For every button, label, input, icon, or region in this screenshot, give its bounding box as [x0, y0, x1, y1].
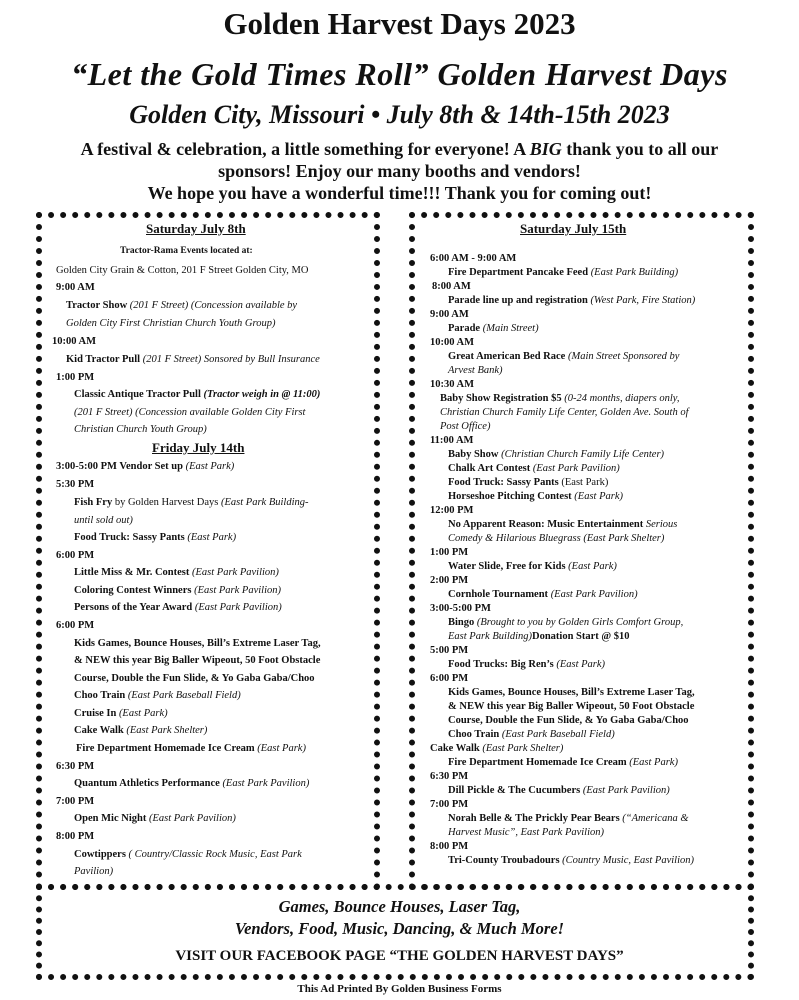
norah-belle-event: Norah Belle & The Prickly Pear Bears (“Americana & — [448, 813, 689, 824]
dill-pickle-event: Dill Pickle & The Cucumbers (East Park Pavilion) — [448, 785, 670, 796]
tri-county-event: Tri-County Troubadours (Country Music, East Pavilion) — [448, 855, 694, 866]
friday-july-14-heading: Friday July 14th — [152, 440, 245, 455]
time-label: 6:00 PM — [56, 550, 95, 561]
classic-tractor-note: (201 F Street) (Concession available Golden City First — [74, 407, 306, 418]
water-slide-event: Water Slide, Free for Kids (East Park) — [448, 561, 617, 572]
kids-games-event: & NEW this year Big Baller Wipeout, 50 Foot Obstacle — [448, 701, 695, 712]
saturday-july-15-heading: Saturday July 15th — [520, 221, 627, 236]
time-label: 5:00 PM — [430, 645, 469, 656]
kids-games-event: & NEW this year Big Baller Wipeout, 50 Foot Obstacle — [74, 655, 321, 666]
highlights-line-2: Vendors, Food, Music, Dancing, & Much More! — [234, 919, 565, 938]
food-trucks-event: Food Trucks: Big Ren’s (East Park) — [448, 659, 606, 670]
kids-games-event: Choo Train (East Park Baseball Field) — [74, 690, 241, 701]
ice-cream-event: Fire Department Homemade Ice Cream (East Park) — [76, 743, 306, 754]
baby-registration-note: Christian Church Family Life Center, Golden Ave. South of — [440, 407, 689, 418]
intro-text — [20, 138, 779, 204]
time-label: 8:00 PM — [56, 831, 95, 842]
parade-event: Parade (Main Street) — [448, 323, 539, 334]
tractor-show-event: Tractor Show (201 F Street) (Concession available by — [66, 300, 298, 311]
time-label: 10:00 AM — [430, 337, 475, 348]
classic-tractor-note: Christian Church Youth Group) — [74, 424, 207, 435]
time-label: 11:00 AM — [430, 435, 474, 446]
time-label: 2:00 PM — [430, 575, 469, 586]
little-miss-event: Little Miss & Mr. Contest (East Park Pavilion) — [74, 567, 279, 578]
grain-address: Golden City Grain & Cotton, 201 F Street Golden City, MO — [56, 265, 309, 276]
cake-walk-event: Cake Walk (East Park Shelter) — [430, 743, 564, 754]
parade-lineup-event: Parade line up and registration (West Park, Fire Station) — [448, 295, 696, 306]
slogan: “Let the Gold Times Roll” Golden Harvest Days — [71, 56, 728, 92]
time-label: 8:00 AM — [432, 281, 471, 292]
baby-registration-event: Baby Show Registration $5 (0-24 months, diapers only, — [440, 393, 680, 404]
printer-credit: This Ad Printed By Golden Business Forms — [297, 983, 502, 995]
coloring-contest-event: Coloring Contest Winners (East Park Pavilion) — [74, 585, 281, 596]
bed-race-note: Arvest Bank) — [448, 365, 503, 376]
cowtippers-event: Cowtippers ( Country/Classic Rock Music, East Park — [74, 849, 302, 860]
kids-games-event: Kids Games, Bounce Houses, Bill’s Extreme Laser Tag, — [448, 687, 695, 698]
time-label: 10:30 AM — [430, 379, 475, 390]
cowtippers-note: Pavilion) — [74, 866, 114, 877]
time-label: 8:00 PM — [430, 841, 469, 852]
bingo-note: East Park Building)Donation Start @ $10 — [448, 631, 630, 642]
tractor-show-note: Golden City First Christian Church Youth Group) — [66, 318, 276, 329]
right-schedule — [424, 222, 746, 882]
intro-line-1: A festival & celebration, a little something for everyone! A BIG thank you to all our — [80, 139, 719, 159]
norah-belle-note: Harvest Music”, East Park Pavilion) — [448, 827, 605, 838]
ice-cream-event: Fire Department Homemade Ice Cream (East Park) — [448, 757, 678, 768]
food-truck-event: Food Truck: Sassy Pants (East Park) — [448, 477, 609, 488]
highlights-text — [0, 896, 799, 940]
baby-registration-note: Post Office) — [440, 421, 491, 432]
kids-games-event: Kids Games, Bounce Houses, Bill’s Extreme Laser Tag, — [74, 638, 321, 649]
time-label: 9:00 AM — [430, 309, 469, 320]
time-label: 5:30 PM — [56, 479, 95, 490]
fish-fry-note: until sold out) — [74, 515, 133, 526]
kid-tractor-pull-event: Kid Tractor Pull (201 F Street) Sonsored by Bull Insurance — [66, 354, 320, 365]
classic-tractor-pull-event: Classic Antique Tractor Pull (Tractor weigh in @ 11:00) — [74, 389, 321, 400]
music-entertainment-note: Comedy & Hilarious Bluegrass (East Park Shelter) — [448, 533, 665, 544]
pancake-feed-event: Fire Department Pancake Feed (East Park Building) — [448, 267, 679, 278]
food-truck-event: Food Truck: Sassy Pants (East Park) — [74, 532, 237, 543]
cake-walk-event: Cake Walk (East Park Shelter) — [74, 725, 208, 736]
quantum-athletics-event: Quantum Athletics Performance (East Park Pavilion) — [74, 778, 310, 789]
vendor-setup-event: 3:00-5:00 PM Vendor Set up (East Park) — [56, 461, 235, 472]
highlights-line-1: Games, Bounce Houses, Laser Tag, — [278, 897, 521, 916]
bingo-event: Bingo (Brought to you by Golden Girls Comfort Group, — [448, 617, 684, 628]
time-label: 6:30 PM — [56, 761, 95, 772]
time-label: 10:00 AM — [52, 336, 97, 347]
kids-games-event: Course, Double the Fun Slide, & Yo Gaba Gaba/Choo — [74, 673, 315, 684]
time-label: 7:00 PM — [56, 796, 95, 807]
tractor-rama-label: Tractor-Rama Events located at: — [120, 246, 253, 256]
intro-line-2: sponsors! Enjoy our many booths and vendors! — [218, 161, 581, 181]
music-entertainment-event: No Apparent Reason: Music Entertainment Serious — [448, 519, 678, 530]
time-label: 9:00 AM — [56, 282, 95, 293]
saturday-july-8-heading: Saturday July 8th — [146, 221, 246, 236]
location-dates: Golden City, Missouri • July 8th & 14th-15th 2023 — [129, 100, 670, 129]
kids-games-event: Choo Train (East Park Baseball Field) — [448, 729, 615, 740]
open-mic-event: Open Mic Night (East Park Pavilion) — [74, 813, 236, 824]
left-schedule — [50, 222, 372, 882]
persons-of-year-event: Persons of the Year Award (East Park Pavilion) — [74, 602, 282, 613]
time-label: 3:00-5:00 PM — [430, 603, 491, 614]
baby-show-event: Baby Show (Christian Church Family Life Center) — [448, 449, 665, 460]
cruise-in-event: Cruise In (East Park) — [74, 708, 168, 719]
time-label: 6:00 AM - 9:00 AM — [430, 253, 517, 264]
chalk-art-event: Chalk Art Contest (East Park Pavilion) — [448, 463, 620, 474]
time-label: 1:00 PM — [56, 372, 95, 383]
time-label: 6:00 PM — [56, 620, 95, 631]
bed-race-event: Great American Bed Race (Main Street Sponsored by — [448, 351, 680, 362]
kids-games-event: Course, Double the Fun Slide, & Yo Gaba Gaba/Choo — [448, 715, 689, 726]
facebook-callout: VISIT OUR FACEBOOK PAGE “THE GOLDEN HARVEST DAYS” — [175, 948, 624, 964]
horseshoe-event: Horseshoe Pitching Contest (East Park) — [448, 491, 623, 502]
cornhole-event: Cornhole Tournament (East Park Pavilion) — [448, 589, 638, 600]
time-label: 6:30 PM — [430, 771, 469, 782]
time-label: 7:00 PM — [430, 799, 469, 810]
time-label: 12:00 PM — [430, 505, 474, 516]
time-label: 1:00 PM — [430, 547, 469, 558]
time-label: 6:00 PM — [430, 673, 469, 684]
intro-line-3: We hope you have a wonderful time!!! Thank you for coming out! — [147, 183, 652, 203]
fish-fry-event: Fish Fry by Golden Harvest Days (East Park Building- — [74, 497, 309, 508]
page-title: Golden Harvest Days 2023 — [223, 6, 576, 41]
